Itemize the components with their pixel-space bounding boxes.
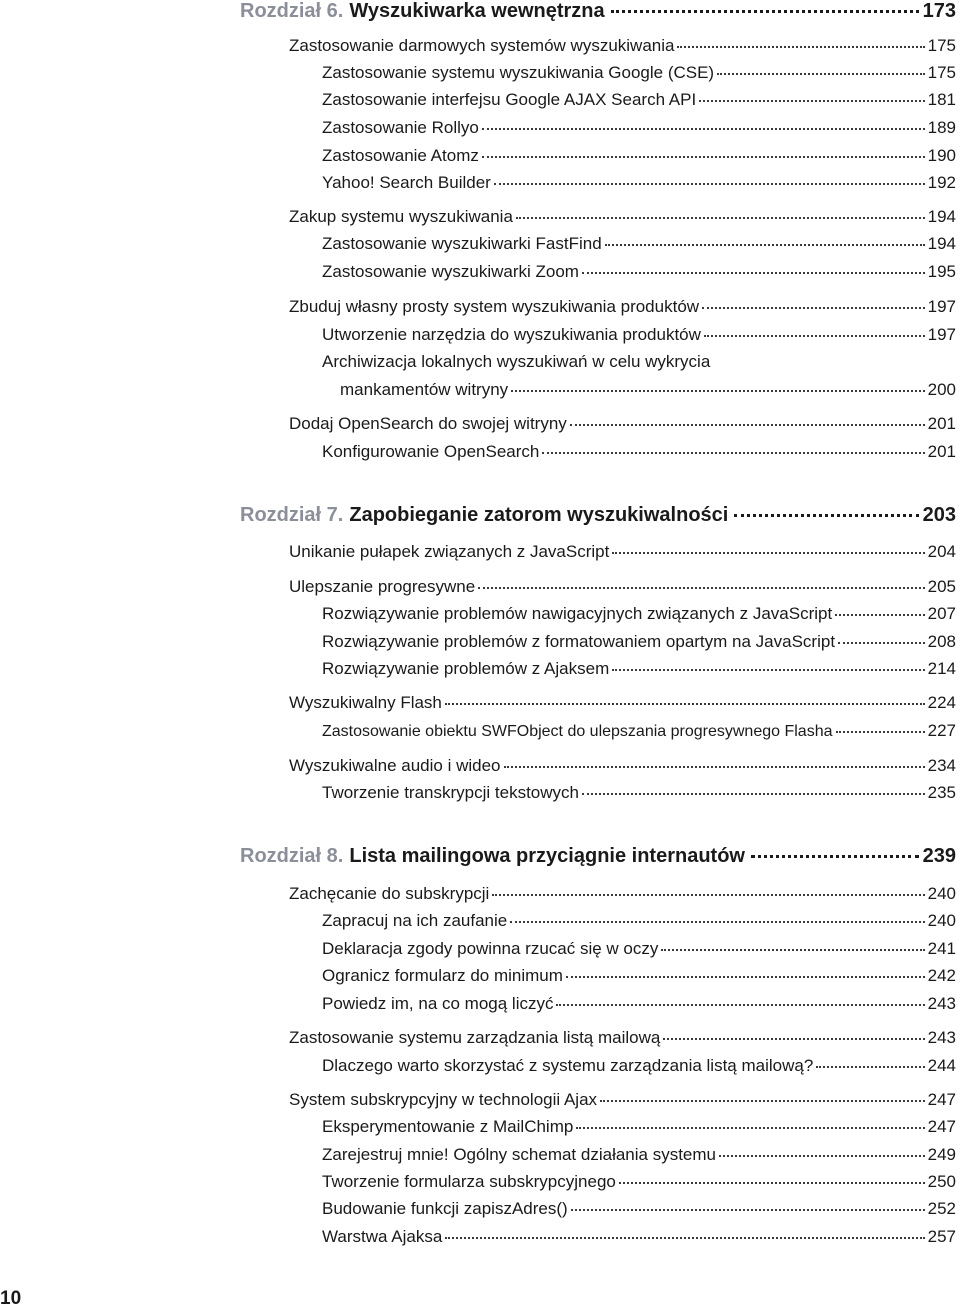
entry-title: Yahoo! Search Builder <box>322 173 491 192</box>
entry-title: Tworzenie formularza subskrypcyjnego <box>322 1172 616 1191</box>
dot-leader <box>600 1100 925 1102</box>
dot-leader <box>838 642 925 644</box>
chapter-number: Rozdział 8. <box>240 845 344 867</box>
chapter-heading <box>240 0 956 30</box>
dot-leader <box>663 1038 924 1040</box>
entry-page: 192 <box>927 173 956 192</box>
dot-leader <box>492 894 924 896</box>
dot-leader <box>816 1066 924 1068</box>
dot-leader <box>445 703 925 705</box>
dot-leader <box>661 949 924 951</box>
toc-entry <box>289 577 956 603</box>
entry-page: 181 <box>927 90 956 109</box>
entry-title: Unikanie pułapek związanych z JavaScript <box>289 542 610 561</box>
dot-leader <box>605 244 925 246</box>
dot-leader <box>482 156 925 158</box>
toc-entry <box>322 659 956 685</box>
entry-page: 240 <box>927 911 956 930</box>
entry-page: 244 <box>927 1056 956 1075</box>
entry-title: mankamentów witryny <box>340 380 509 399</box>
entry-page: 207 <box>927 604 956 623</box>
entry-page: 194 <box>927 234 956 253</box>
dot-leader <box>494 183 925 185</box>
toc-entry <box>289 1090 956 1116</box>
entry-page: 235 <box>927 783 956 802</box>
entry-page: 242 <box>927 966 956 985</box>
toc-entry <box>322 939 956 965</box>
dot-leader <box>677 46 924 48</box>
entry-title: Budowanie funkcji zapiszAdres() <box>322 1199 568 1218</box>
entry-title: System subskrypcyjny w technologii Ajax <box>289 1090 598 1109</box>
page-number: 10 <box>0 1288 22 1309</box>
toc-entry <box>322 352 956 378</box>
toc-entry <box>322 1117 956 1143</box>
entry-title: Zastosowanie interfejsu Google AJAX Search API <box>322 90 697 109</box>
dot-leader <box>482 128 925 130</box>
entry-page: 247 <box>927 1117 956 1136</box>
toc-entry <box>289 693 956 719</box>
toc-entry <box>322 1227 956 1253</box>
dot-leader <box>612 552 924 554</box>
entry-page: 234 <box>927 756 956 775</box>
dot-leader <box>516 217 925 219</box>
entry-page: 243 <box>927 1028 956 1047</box>
entry-page: 204 <box>927 542 956 561</box>
entry-page: 197 <box>927 325 956 344</box>
dot-leader <box>511 390 924 392</box>
toc-entry <box>322 632 956 658</box>
entry-title: Rozwiązywanie problemów nawigacyjnych związanych z JavaScript <box>322 604 833 623</box>
chapter-page: 173 <box>922 0 956 22</box>
dot-leader <box>510 921 924 923</box>
entry-title: Eksperymentowanie z MailChimp <box>322 1117 574 1136</box>
entry-page: 227 <box>927 721 956 740</box>
chapter-heading <box>240 504 956 534</box>
toc-entry <box>289 414 956 440</box>
toc-entry <box>289 36 956 62</box>
entry-title: Zarejestruj mnie! Ogólny schemat działania systemu <box>322 1145 716 1164</box>
toc-entry <box>289 884 956 910</box>
entry-page: 247 <box>927 1090 956 1109</box>
entry-title: Rozwiązywanie problemów z formatowaniem opartym na JavaScript <box>322 632 836 651</box>
entry-title: Ulepszanie progresywne <box>289 577 476 596</box>
entry-page: 194 <box>927 207 956 226</box>
dot-leader <box>717 73 925 75</box>
entry-title: Dodaj OpenSearch do swojej witryny <box>289 414 567 433</box>
chapter-page: 239 <box>922 845 956 867</box>
chapter-title: Lista mailingowa przyciągnie internautów <box>349 845 745 867</box>
entry-title: Zastosowanie systemu zarządzania listą mailową <box>289 1028 661 1047</box>
chapter-number: Rozdział 7. <box>240 504 344 526</box>
entry-title: Powiedz im, na co mogą liczyć <box>322 994 554 1013</box>
entry-page: 197 <box>927 297 956 316</box>
entry-page: 249 <box>927 1145 956 1164</box>
dot-leader <box>699 100 924 102</box>
entry-page: 224 <box>927 693 956 712</box>
entry-title: Zastosowanie wyszukiwarki Zoom <box>322 262 579 281</box>
entry-title: Rozwiązywanie problemów z Ajaksem <box>322 659 610 678</box>
dot-leader <box>611 10 919 13</box>
entry-page: 214 <box>927 659 956 678</box>
entry-title: Dlaczego warto skorzystać z systemu zarządzania listą mailową? <box>322 1056 814 1075</box>
dot-leader <box>835 614 924 616</box>
entry-title: Zbuduj własny prosty system wyszukiwania produktów <box>289 297 700 316</box>
entry-page: 250 <box>927 1172 956 1191</box>
chapter-heading <box>240 845 956 875</box>
entry-page: 240 <box>927 884 956 903</box>
toc-entry <box>289 542 956 568</box>
dot-leader <box>619 1182 925 1184</box>
entry-page: 257 <box>927 1227 956 1246</box>
chapter-title: Wyszukiwarka wewnętrzna <box>349 0 605 22</box>
entry-title: Zastosowanie darmowych systemów wyszukiwania <box>289 36 675 55</box>
dot-leader <box>612 669 924 671</box>
toc-entry <box>322 604 956 630</box>
dot-leader <box>504 766 925 768</box>
entry-page: 201 <box>927 414 956 433</box>
dot-leader <box>542 452 924 454</box>
toc-entry <box>289 1028 956 1054</box>
toc-entry <box>340 380 956 406</box>
toc-entry <box>322 325 956 351</box>
toc-entry <box>322 63 956 89</box>
entry-page: 195 <box>927 262 956 281</box>
entry-title: Ogranicz formularz do minimum <box>322 966 563 985</box>
entry-title: Utworzenie narzędzia do wyszukiwania produktów <box>322 325 701 344</box>
toc-entry <box>289 207 956 233</box>
toc-entry <box>322 118 956 144</box>
dot-leader <box>751 855 919 858</box>
toc-entry <box>322 994 956 1020</box>
entry-title: Zastosowanie systemu wyszukiwania Google (CSE) <box>322 63 715 82</box>
dot-leader <box>702 307 925 309</box>
toc-entry <box>322 234 956 260</box>
toc-entry <box>289 297 956 323</box>
toc-entry <box>289 756 956 782</box>
toc-entry <box>322 911 956 937</box>
entry-title: Tworzenie transkrypcji tekstowych <box>322 783 579 802</box>
entry-title: Wyszukiwalne audio i wideo <box>289 756 501 775</box>
dot-leader <box>570 424 925 426</box>
entry-page: 175 <box>927 63 956 82</box>
toc-entry <box>322 90 956 116</box>
entry-title: Deklaracja zgody powinna rzucać się w oczy <box>322 939 659 958</box>
entry-page: 201 <box>927 442 956 461</box>
dot-leader <box>719 1155 925 1157</box>
toc-entry <box>322 783 956 809</box>
dot-leader <box>445 1237 924 1239</box>
dot-leader <box>704 335 925 337</box>
entry-title: Zapracuj na ich zaufanie <box>322 911 508 930</box>
entry-page: 189 <box>927 118 956 137</box>
dot-leader <box>478 587 924 589</box>
dot-leader <box>556 1004 924 1006</box>
entry-title: Zastosowanie Rollyo <box>322 118 479 137</box>
dot-leader <box>576 1127 924 1129</box>
entry-page: 175 <box>927 36 956 55</box>
toc-entry <box>322 173 956 199</box>
entry-title: Wyszukiwalny Flash <box>289 693 442 712</box>
entry-title: Zakup systemu wyszukiwania <box>289 207 513 226</box>
entry-page: 200 <box>927 380 956 399</box>
entry-title: Zachęcanie do subskrypcji <box>289 884 490 903</box>
dot-leader <box>734 514 918 517</box>
chapter-number: Rozdział 6. <box>240 0 344 22</box>
entry-title: Warstwa Ajaksa <box>322 1227 443 1246</box>
entry-title: Konfigurowanie OpenSearch <box>322 442 540 461</box>
toc-entry <box>322 262 956 288</box>
entry-page: 190 <box>927 146 956 165</box>
entry-page: 243 <box>927 994 956 1013</box>
dot-leader <box>566 976 925 978</box>
entry-page: 208 <box>927 632 956 651</box>
toc-entry <box>322 146 956 172</box>
toc-entry <box>322 1056 956 1082</box>
entry-title: Zastosowanie Atomz <box>322 146 479 165</box>
toc-entry <box>322 966 956 992</box>
toc-entry <box>322 442 956 468</box>
toc-entry <box>322 1172 956 1198</box>
entry-page: 252 <box>927 1199 956 1218</box>
entry-title: Zastosowanie wyszukiwarki FastFind <box>322 234 602 253</box>
toc-entry <box>322 721 956 747</box>
entry-page: 205 <box>927 577 956 596</box>
entry-title: Archiwizacja lokalnych wyszukiwań w celu wykrycia <box>322 352 711 371</box>
chapter-title: Zapobieganie zatorom wyszukiwalności <box>349 504 729 526</box>
entry-page: 241 <box>927 939 956 958</box>
toc-entry <box>322 1199 956 1225</box>
chapter-page: 203 <box>922 504 956 526</box>
dot-leader <box>571 1209 925 1211</box>
dot-leader <box>582 272 925 274</box>
entry-title: Zastosowanie obiektu SWFObject do ulepszania progresywnego Flasha <box>322 723 833 740</box>
dot-leader <box>582 793 925 795</box>
dot-leader <box>836 731 925 733</box>
toc-entry <box>322 1145 956 1171</box>
